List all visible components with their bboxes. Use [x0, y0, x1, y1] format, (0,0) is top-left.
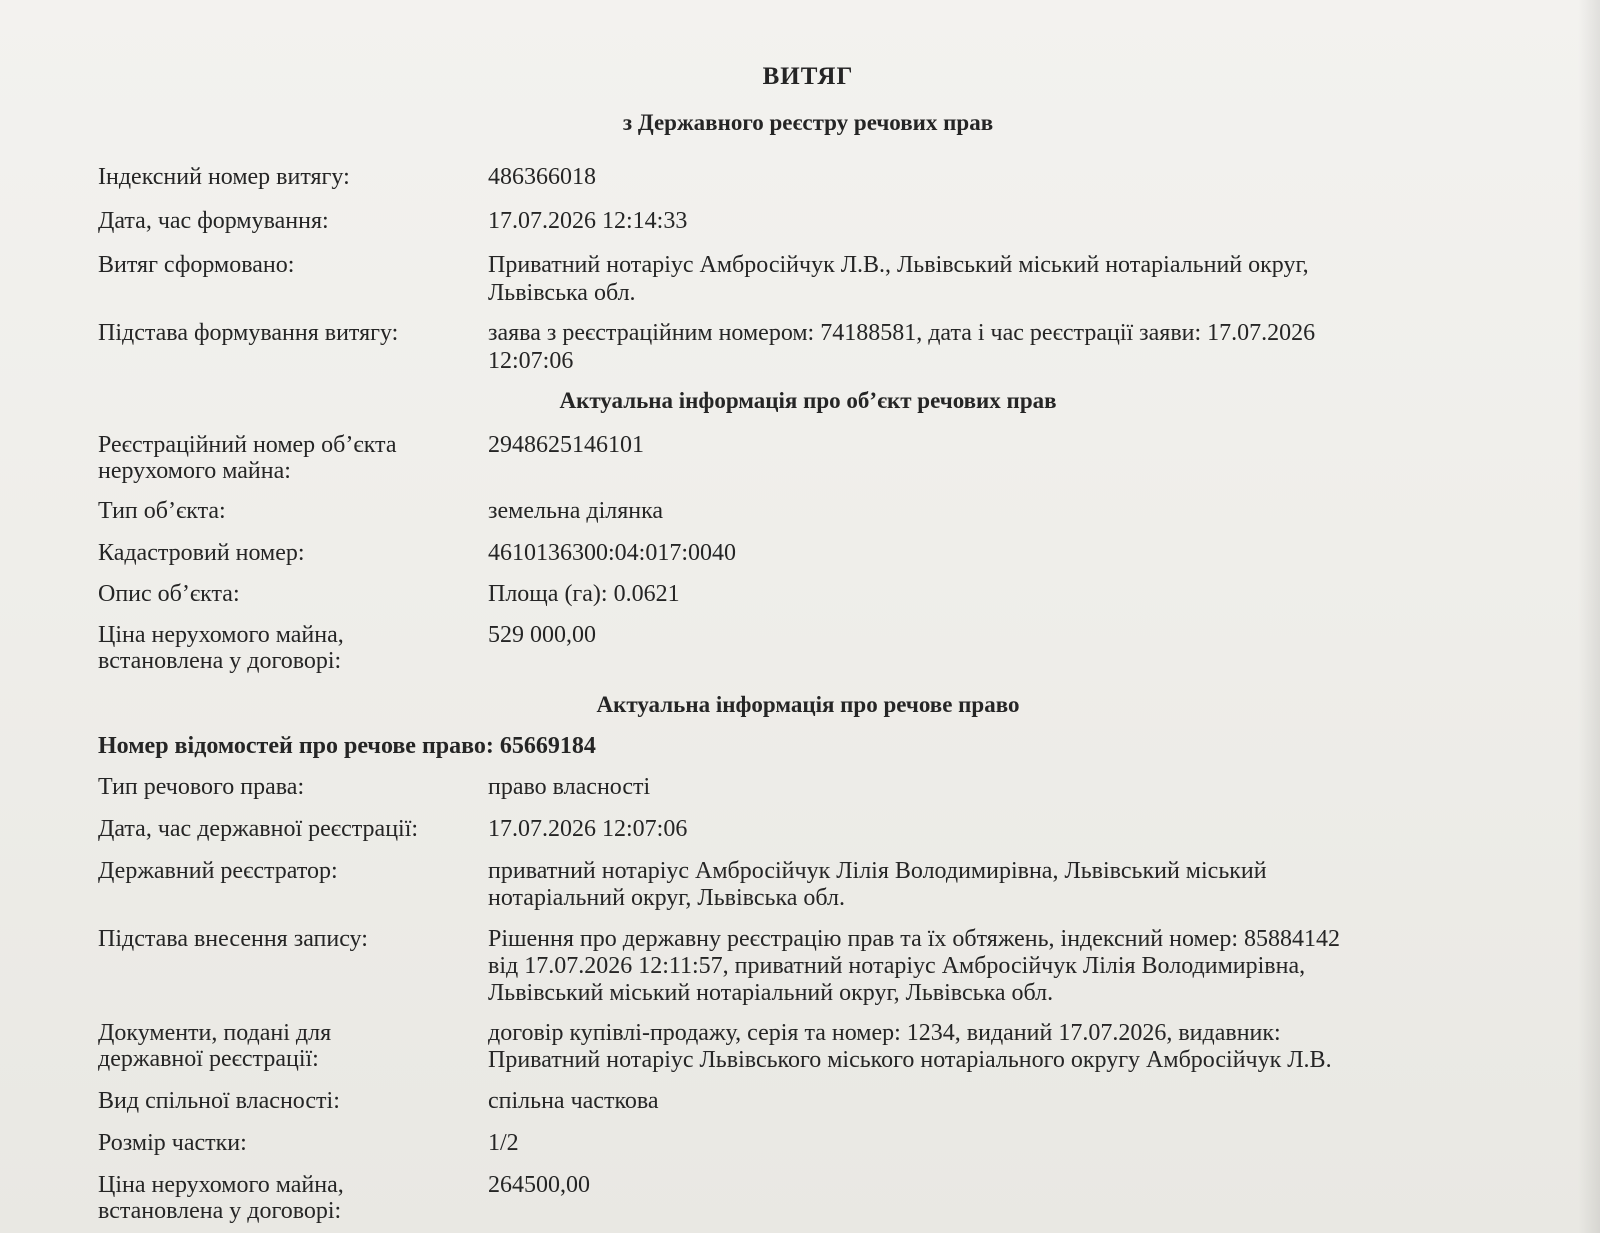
field-label-cont: встановлена у договорі: — [98, 648, 342, 674]
field-value: 1/2 — [488, 1130, 519, 1156]
field-label: Індексний номер витягу: — [98, 164, 350, 190]
field-label: Дата, час формування: — [98, 208, 329, 234]
field-label: Кадастровий номер: — [98, 540, 305, 566]
field-label: Документи, подані для — [98, 1020, 332, 1046]
field-value-cont: Приватний нотаріус Львівського міського нотаріального округу Амбросійчук Л.В. — [488, 1047, 1332, 1073]
field-value-cont: 12:07:06 — [488, 348, 574, 374]
field-value: Приватний нотаріус Амбросійчук Л.В., Львівський міський нотаріальний округ, — [488, 252, 1309, 278]
field-label: Розмір частки: — [98, 1130, 247, 1156]
field-label: Вид спільної власності: — [98, 1088, 340, 1114]
field-value: право власності — [488, 774, 651, 800]
field-label: Опис об’єкта: — [98, 581, 240, 607]
field-value: 2948625146101 — [488, 432, 644, 458]
field-value: договір купівлі-продажу, серія та номер: 1234, виданий 17.07.2026, видавник: — [488, 1020, 1281, 1046]
field-label: Тип об’єкта: — [98, 498, 226, 524]
field-label: Тип речового права: — [98, 774, 305, 800]
field-value: приватний нотаріус Амбросійчук Лілія Володимирівна, Львівський міський — [488, 858, 1267, 884]
field-label: Реєстраційний номер об’єкта — [98, 432, 397, 458]
field-value: спільна часткова — [488, 1088, 659, 1114]
field-label: Державний реєстратор: — [98, 858, 338, 884]
document-title: ВИТЯГ — [762, 63, 854, 90]
field-value: 17.07.2026 12:14:33 — [488, 208, 688, 234]
field-label-cont: державної реєстрації: — [98, 1046, 319, 1072]
field-label: Витяг сформовано: — [98, 252, 295, 278]
field-value: Площа (га): 0.0621 — [488, 581, 680, 607]
field-label: Підстава формування витягу: — [98, 320, 399, 346]
field-value-cont: Львівська обл. — [488, 280, 636, 306]
field-value: 17.07.2026 12:07:06 — [488, 816, 688, 842]
field-label-cont: встановлена у договорі: — [98, 1198, 342, 1224]
field-value-cont: від 17.07.2026 12:11:57, приватний нотаріус Амбросійчук Лілія Володимирівна, — [488, 953, 1306, 979]
field-value: 486366018 — [488, 164, 596, 190]
field-value: заява з реєстраційним номером: 74188581, дата і час реєстрації заяви: 17.07.2026 — [488, 320, 1316, 346]
right-number-line: Номер відомостей про речове право: 65669184 — [98, 733, 596, 759]
field-value: Рішення про державну реєстрацію прав та їх обтяжень, індексний номер: 85884142 — [488, 926, 1341, 952]
section-title-object: Актуальна інформація про об’єкт речових прав — [559, 388, 1057, 413]
field-label: Дата, час державної реєстрації: — [98, 816, 419, 842]
field-value: земельна ділянка — [488, 498, 664, 524]
field-value: 264500,00 — [488, 1172, 590, 1198]
field-value: 529 000,00 — [488, 622, 596, 648]
field-label: Ціна нерухомого майна, — [98, 622, 344, 648]
field-value: 4610136300:04:017:0040 — [488, 540, 737, 566]
document-subtitle: з Державного реєстру речових прав — [622, 110, 994, 135]
field-value-cont: нотаріальний округ, Львівська обл. — [488, 885, 845, 911]
section-title-right: Актуальна інформація про речове право — [596, 692, 1020, 717]
field-label-cont: нерухомого майна: — [98, 458, 291, 484]
field-label: Підстава внесення запису: — [98, 926, 368, 952]
field-value-cont: Львівський міський нотаріальний округ, Львівська обл. — [488, 980, 1054, 1006]
field-label: Ціна нерухомого майна, — [98, 1172, 344, 1198]
